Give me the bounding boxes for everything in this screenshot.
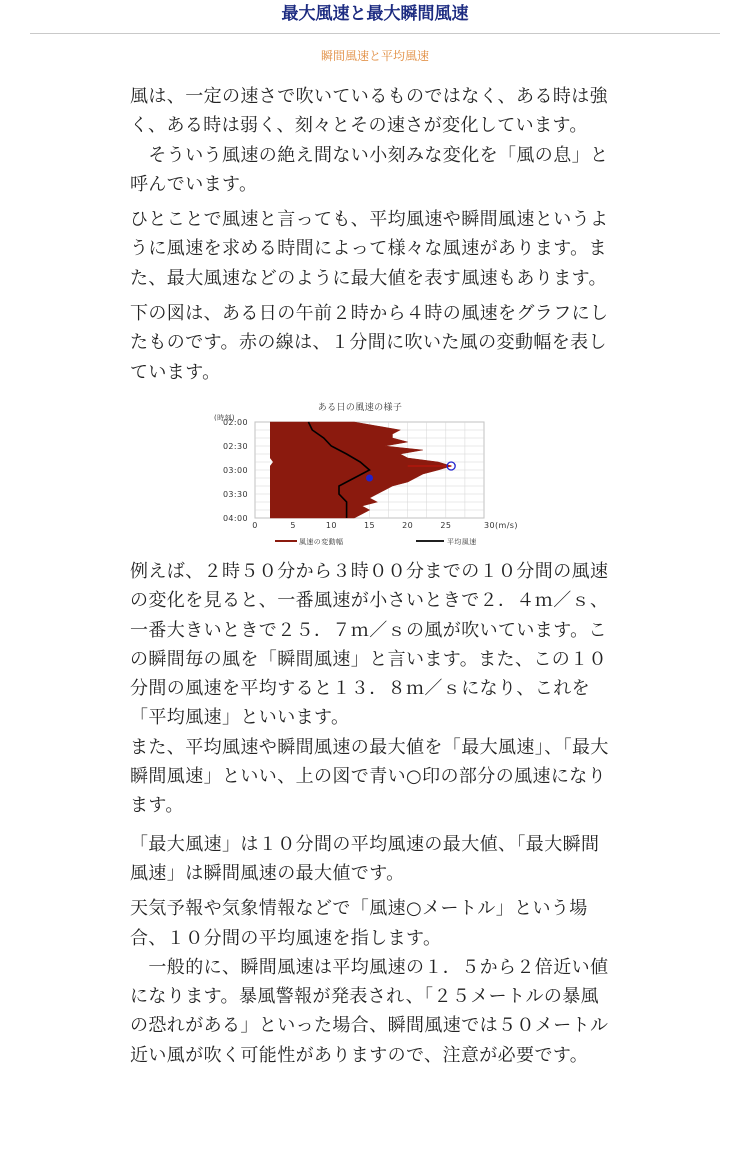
paragraph-figure-intro: 下の図は、ある日の午前２時から４時の風速をグラフにしたものです。赤の線は、１分間に吹いた風の変動幅を表しています。 xyxy=(130,303,609,383)
paragraph-wind-types: ひとことで風速と言っても、平均風速や瞬間風速というように風速を求める時間によって様々な風速があります。また、最大風速などのように最大値を表す風速もあります。 xyxy=(130,209,609,289)
title-divider xyxy=(30,33,720,34)
x-tick-label: 20 xyxy=(402,520,414,530)
x-tick-label: 5 xyxy=(290,520,296,530)
y-tick-label: 03:00 xyxy=(222,465,248,475)
page-title: 最大風速と最大瞬間風速 xyxy=(281,4,469,24)
y-tick-label: 03:30 xyxy=(222,489,248,499)
chart-title: ある日の風速の様子 xyxy=(317,402,403,413)
section-subtitle: 瞬間風速と平均風速 xyxy=(320,49,429,63)
max-mean-marker xyxy=(367,475,373,481)
y-axis-label: (時刻) xyxy=(214,413,236,422)
wind-speed-figure xyxy=(130,387,610,557)
paragraph-definition: 「最大風速」は１０分間の平均風速の最大値、「最大瞬間風速」は瞬間風速の最大値です。 xyxy=(130,833,600,884)
paragraph-example: 例えば、２時５０分から３時００分までの１０分間の風速の変化を見ると、一番風速が小さいときで２．４ｍ／ｓ、一番大きいときで２５．７ｍ／ｓの風が吹いています。この瞬間毎の風を「瞬間風速」と言います。また、この１０分間の風速を平均すると１３．８ｍ／ｓになり、これを「平均風速」といいます。 xyxy=(130,560,609,729)
paragraph-gust-warning: 一般的に、瞬間風速は平均風速の１．５から２倍近い値になります。暴風警報が発表され、「２５メートルの暴風の恐れがある」といった場合、瞬間風速では５０メートル近い風が吹く可能性がありますので、注意が必要です。 xyxy=(130,956,609,1066)
wind-speed-chart xyxy=(200,401,518,551)
paragraph-wind-change: 風は、一定の速さで吹いているものではなく、ある時は強く、ある時は弱く、刻々とその速さが変化しています。 xyxy=(130,86,609,137)
y-tick-label: 02:30 xyxy=(222,441,248,451)
x-tick-label: 30(m/s) xyxy=(484,520,518,530)
paragraph-wind-breath: そういう風速の絶え間ない小刻みな変化を「風の息」と呼んでいます。 xyxy=(130,144,609,195)
paragraph-max-speed: また、平均風速や瞬間風速の最大値を「最大風速」、「最大瞬間風速」といい、上の図で青い○印の部分の風速になります。 xyxy=(130,736,609,817)
x-tick-label: 15 xyxy=(364,520,375,530)
paragraph-forecast: 天気予報や気象情報などで「風速○メートル」という場合、１０分間の平均風速を指します。 xyxy=(130,898,588,949)
y-tick-label: 02:00 xyxy=(222,417,248,427)
x-tick-label: 10 xyxy=(325,520,337,530)
legend-label-mean: 平均風速 xyxy=(447,537,477,546)
x-tick-label: 25 xyxy=(440,520,452,530)
legend-label-range: 風速の変動幅 xyxy=(299,537,344,546)
y-tick-label: 04:00 xyxy=(222,513,248,523)
article-body xyxy=(130,82,610,1070)
x-tick-label: 0 xyxy=(252,520,258,530)
